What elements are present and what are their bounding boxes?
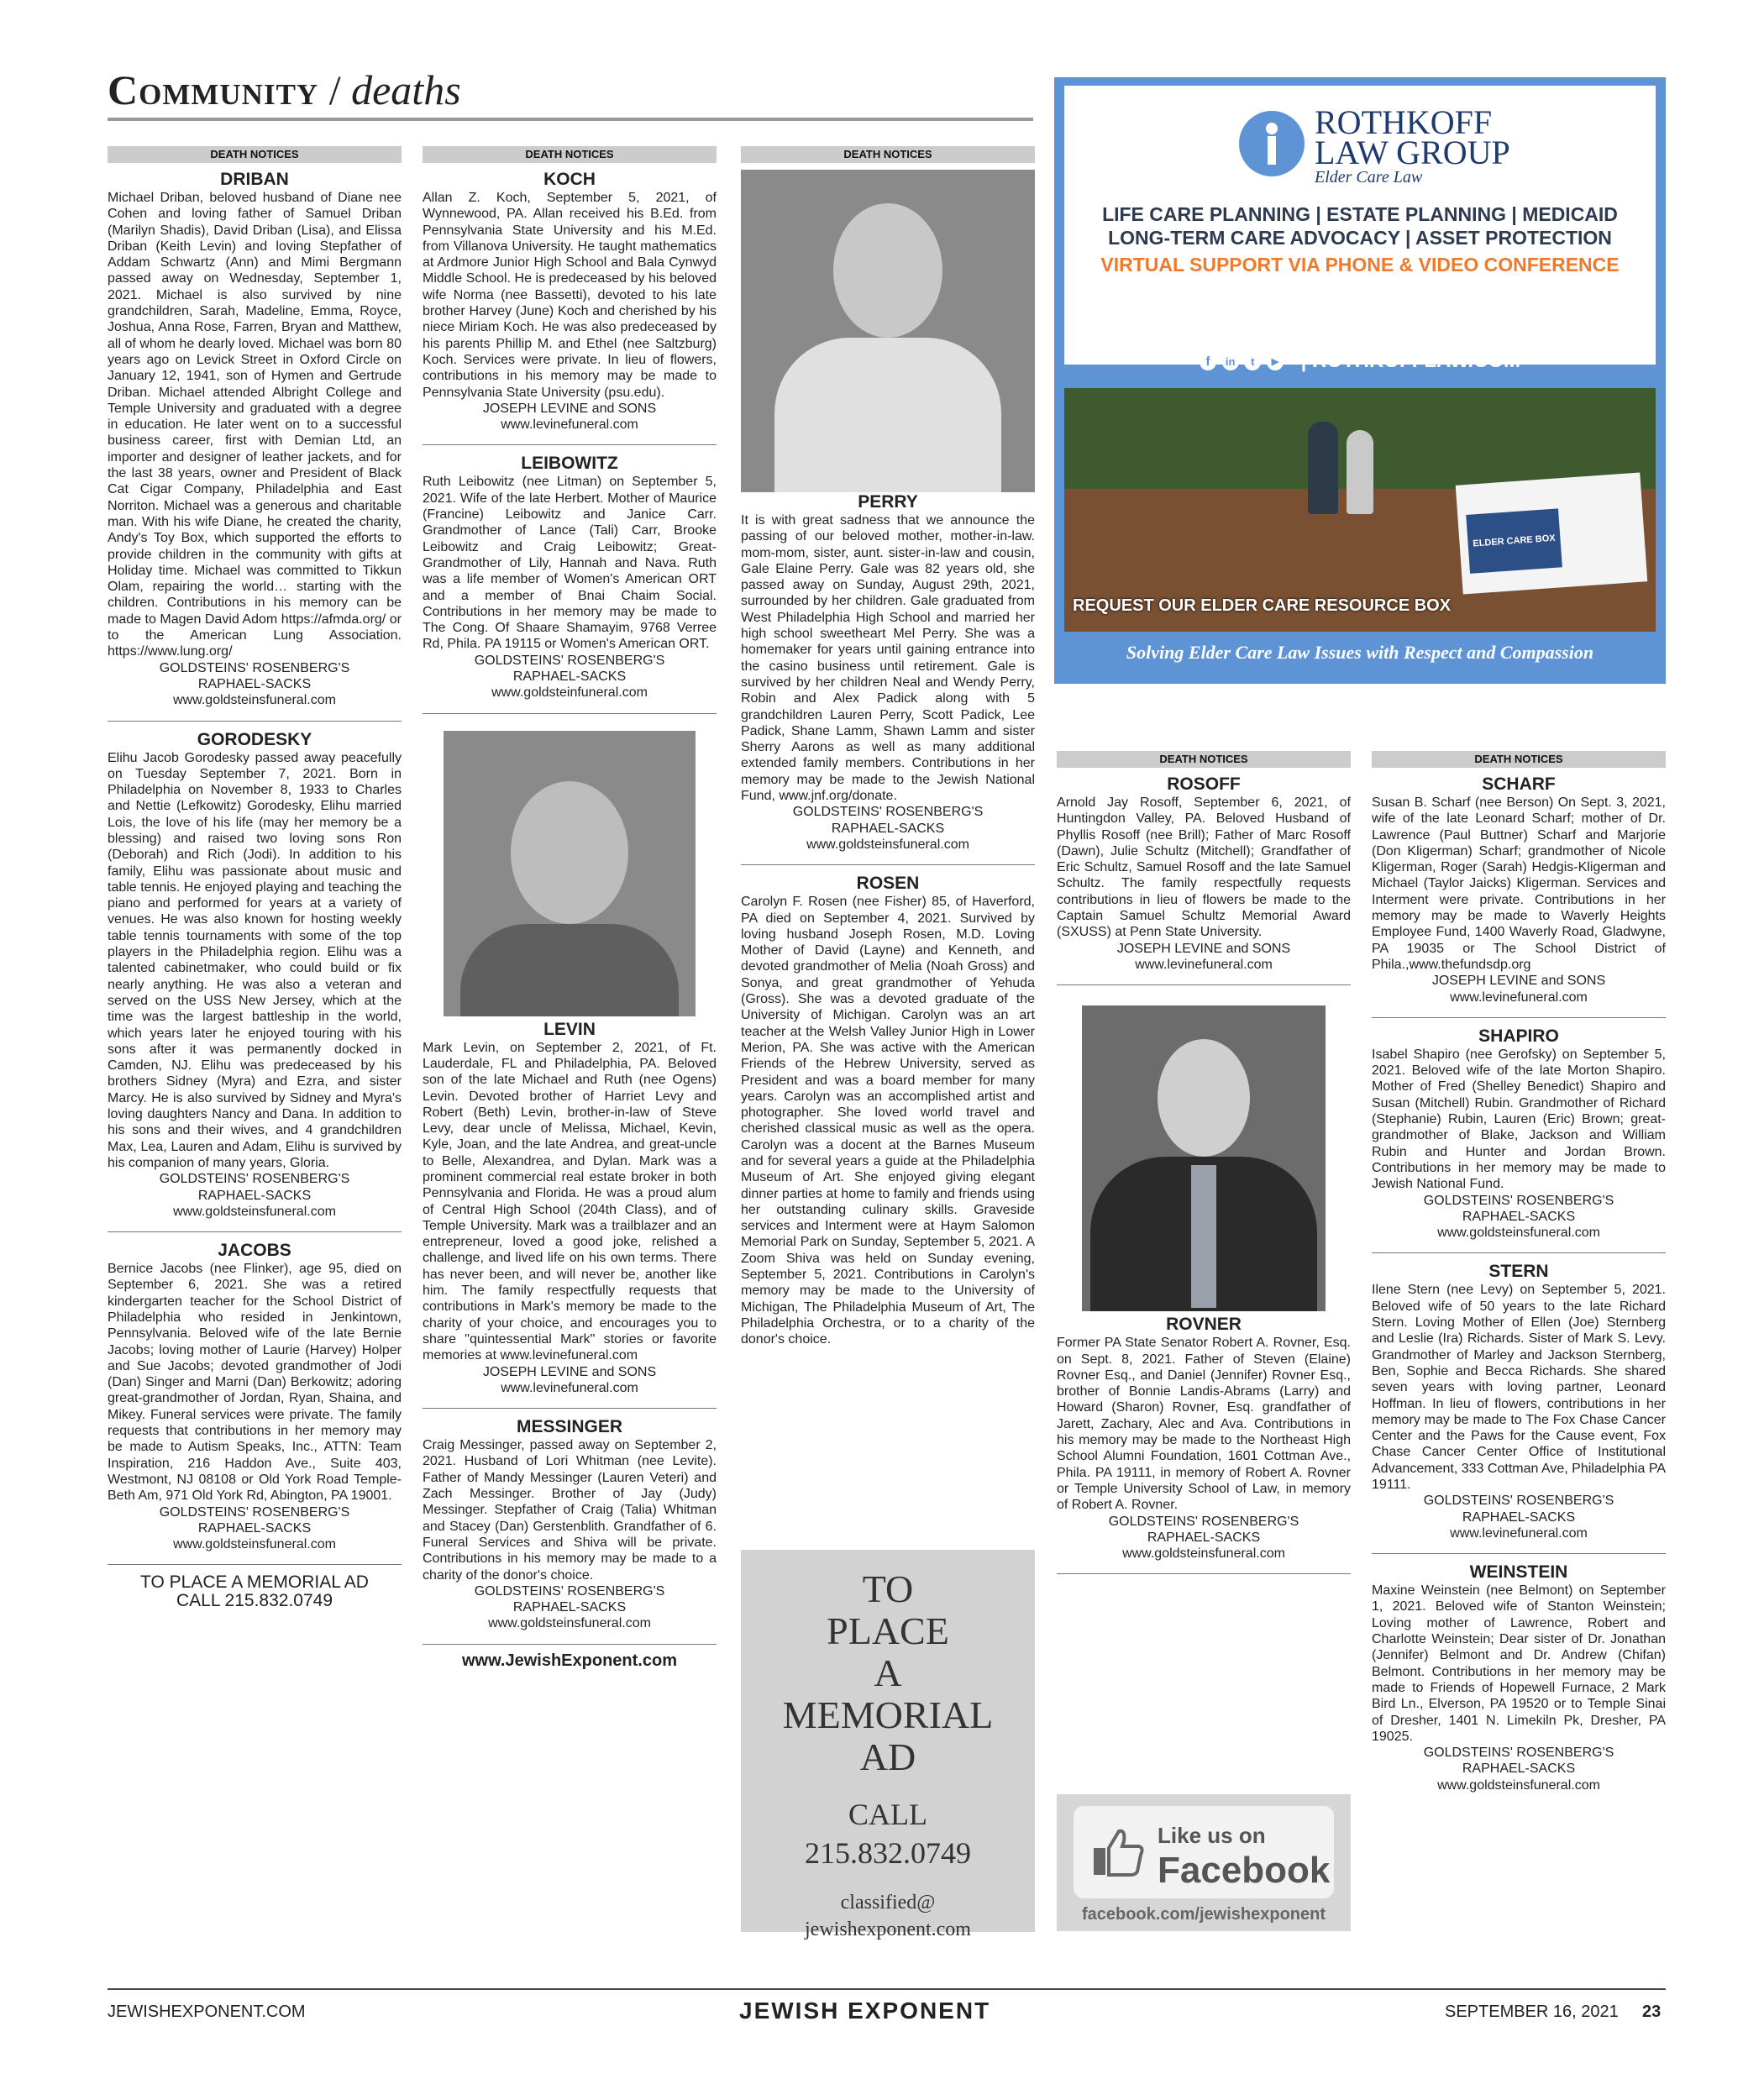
portrait-photo-rovner — [1082, 1005, 1326, 1311]
ad-website[interactable]: | ROTHKOFFLAW.COM — [1300, 349, 1521, 372]
person-shape — [1347, 430, 1373, 514]
ad-bridge-photo — [1064, 388, 1656, 632]
funeral-home-link[interactable]: www.goldsteinsfuneral.com — [173, 693, 336, 708]
funeral-home-link[interactable]: www.goldsteinsfuneral.com — [173, 1537, 336, 1552]
memorial-ad-call: CALL — [848, 1798, 927, 1831]
notice-name: LEVIN — [543, 1019, 596, 1039]
funeral-home: GOLDSTEINS' ROSENBERG'S — [159, 660, 350, 675]
notice-name: ROVNER — [1166, 1315, 1242, 1335]
top-rule — [108, 118, 1033, 121]
funeral-home: GOLDSTEINS' ROSENBERG'S — [1423, 1494, 1614, 1509]
notice-body: Michael Driban, beloved husband of Diane nee Cohen and loving father of Samuel Driban (Marilyn Shadis), David Driban (Lisa), and Elissa Driban (Keith Levin) and loving Stepfather of Addam Schwartz (Ann) and Mimi Bergmann passed away on Wednesday, September 1, 2021. Michael is also survived by nine grandchildren, Sarah, Madeline, Emma, Royce, Joshua, Anna Rose, Farren, Bryan and Matthew, all of whom he dearly loved. Michael was born 80 years ago on Levick Street in Oxford Circle on January 12, 1941, son of Hymen and Gertrude Driban. Michael attended Albright College and Temple University and graduated with a degree in education. He later went on to a successful business career, first with Demian Ltd, an importer and designer of leather jackets, and for the last 38 years, owner and President of Black Cat Cigar Company, Philadelphia and East Norriton. Michael was a generous and charitable man. With his wife Diane, he created the charity, Andy's Toy Box, which supported the efforts to provide children in the community with gifts at Holiday time. Michael was committed to Tikkun Olam, repairing the world… starting with the children. Contributions in his memory can be made to Magen David Adom https://afmda.org/ or to the American Lung Association. https://www.lung.org/ — [108, 191, 402, 659]
divider — [1057, 1573, 1351, 1574]
funeral-home: GOLDSTEINS' ROSENBERG'S — [1423, 1746, 1614, 1761]
funeral-home: RAPHAEL-SACKS — [1462, 1509, 1576, 1525]
face-shape — [833, 203, 942, 338]
ad-tagline: Solving Elder Care Law Issues with Respect and Compassion — [1126, 642, 1594, 663]
memorial-ad-box — [741, 1550, 1035, 1940]
face-shape — [511, 781, 628, 924]
funeral-home: GOLDSTEINS' ROSENBERG'S — [159, 1504, 350, 1520]
footer-publication: JEWISH EXPONENT — [739, 1998, 991, 2024]
ad-services-line2: LONG-TERM CARE ADVOCACY | ASSET PROTECTION — [1108, 227, 1612, 249]
rothkoff-ad[interactable] — [1054, 77, 1666, 684]
section-title: Community / deaths — [108, 66, 461, 113]
death-notices-label: DEATH NOTICES — [423, 146, 717, 163]
firm-name-line2: LAW GROUP — [1315, 134, 1510, 171]
notice-name: MESSINGER — [516, 1417, 623, 1437]
divider — [1057, 984, 1351, 985]
funeral-home-link[interactable]: www.goldsteinsfuneral.com — [1437, 1226, 1600, 1241]
notice-body: Ilene Stern (nee Levy) on September 5, 2021. Beloved wife of 50 years to the late Richard Stern. Loving Mother of Ellen (Joe) Sternberg and Leslie (Ira) Richards. Sister of Mark S. Levy. Grandmother of Marley and Jackson Sternberg, Ben, Sophie and Becca Richards. She shared seven years with loving partner, Leonard Hoffman. In lieu of flowers, contributions in her memory may be made to The Fox Chase Cancer Center and the Paws for the Cause event, Fox Chase Cancer Center Office of Institutional Advancement, 333 Cottman Ave, Philadelphia PA 19111. — [1372, 1283, 1666, 1492]
notice-name: GORODESKY — [197, 729, 312, 749]
notice-body: Elihu Jacob Gorodesky passed away peacefully on Tuesday September 7, 2021. Born in Philadelphia on November 8, 1933 to Charles and Nettie (Lefkowitz) Gorodesky, Elihu married Lois, the love of his life (may her memory be a blessing) and raised two loving sons Ron (Deborah) and Rich (Jodi). In addition to his family, Elihu was passionate about music and table tennis. He enjoyed playing and teaching the piano and performed for years at a variety of venues. He was also known for hosting weekly table tennis tournaments with some of the top players in the Philadelphia region. Elihu was a talented cabinetmaker, who could build or fix nearly anything. He was also a veteran and served on the USS New Jersey, which at the time was the largest battleship in the world, which years later he enjoyed touring with his sons after it was permanently docked in Camden, NJ. Elihu was predeceased by his brothers Sidney (Myra) and Ezra, and sister Marcy. He is also survived by Sidney and Myra's loving daughters Nancy and Dana. In addition to his sons and their wives, and 4 grandchildren Max, Lea, Lauren and Adam, Elihu is survived by his companion of many years, Gloria. — [108, 750, 402, 1170]
ad-services-line1: LIFE CARE PLANNING | ESTATE PLANNING | MEDICAID — [1102, 203, 1618, 225]
funeral-home-link[interactable]: www.goldsteinsfuneral.com — [488, 1616, 651, 1631]
death-notices-label: DEATH NOTICES — [108, 146, 402, 163]
funeral-home: JOSEPH LEVINE and SONS — [1116, 941, 1291, 956]
ad-social-row — [1054, 349, 1666, 373]
notice-body: Mark Levin, on September 2, 2021, of Ft. Lauderdale, FL and Philadelphia, PA. Beloved son of the late Michael and Ruth (nee Ogens) Levin. Devoted brother of Harriet Levy and Robert (Beth) Levin, brother-in-law of Steve Levy, dear uncle of Melissa, Michael, Kevin, Kyle, Joan, and the late Andrea, and great-uncle to Belle, Alexandrea, and Dylan. Mark was a prominent commercial real estate broker in both Pennsylvania and Florida. He was a proud alum of Central High School (204th Class), and of Temple University. Mark was a trailblazer and an entrepreneur, loved a good joke, relished a challenge, and lived life on his own terms. There has never been, and will never be, another like him. The family respectfully requests that contributions in Mark's memory be made to the charity of your choice, and encourages you to share "quintessential Mark" stories or favorite memories at www.levinefuneral.com — [423, 1040, 717, 1363]
notice-name: ROSEN — [856, 874, 920, 894]
funeral-home: JOSEPH LEVINE and SONS — [1431, 974, 1606, 989]
column-5 — [1372, 751, 1666, 1986]
notice-name: WEINSTEIN — [1469, 1562, 1568, 1583]
funeral-home: RAPHAEL-SACKS — [1462, 1761, 1576, 1777]
funeral-home-link[interactable]: www.levinefuneral.com — [1135, 957, 1273, 972]
notice-name: PERRY — [858, 492, 918, 512]
funeral-home-link[interactable]: www.levinefuneral.com — [501, 417, 638, 433]
funeral-home: JOSEPH LEVINE and SONS — [482, 1364, 657, 1379]
memorial-ad-notice: TO PLACE A MEMORIAL AD — [140, 1572, 369, 1593]
funeral-home: GOLDSTEINS' ROSENBERG'S — [792, 805, 984, 820]
twitter-icon[interactable]: t — [1244, 354, 1261, 370]
notice-body: Former PA State Senator Robert A. Rovner, Esq. on Sept. 8, 2021. Father of Steven (Elaine) Rovner Esq., and Daniel (Jennifer) Rovner Esq., brother of Bonnie Landis-Abrams (Larry) and Howard (Sharon) Rovner, Esq. grandfather of Jarett, Zachary, Alec and Ava. Contributions in his memory may be made to the Northeast High School Alumni Foundation, 1601 Cottman Ave., Phila. PA 19111, in memory of Robert A. Rovner or Temple University School of Law, in memory of Robert A. Rovner. — [1057, 1336, 1351, 1513]
memorial-ad-line: MEMORIAL — [782, 1693, 994, 1736]
notice-body: Bernice Jacobs (nee Flinker), age 95, died on September 6, 2021. She was a retired kindergarten teacher for the School District of Philadelphia who resided in Jenkintown, Pennsylvania. Beloved wife of the late Bernie Jacobs; loving mother of Laurie (Harvey) Holper and Sue Jacobs; devoted grandmother of Jodi (Dan) Singer and Marni (Dan) Berkowitz; adoring great-grandmother of Jordan, Ryan, Shaina, and Mikey. Funeral services were private. The family requests that contributions in her memory may be made to Autism Speaks, Inc., ATTN: Team Inspiration, 216 Haddon Ave., Suite 403, Westmont, NJ 08108 or Old York Road Temple- Beth Am, 971 Old York Rd, Abington, PA 19001. — [108, 1262, 402, 1504]
notice-body: It is with great sadness that we announce the passing of our beloved mother, mother-in-law. mom-mom, sister, aunt. sister-in-law and cousin, Gale Elaine Perry. Gale was 82 years old, she passed away on Sunday, August 29th, 2021, surrounded by her children. Gale graduated from West Philadelphia High School and married her high school sweetheart Mel Perry. She was a homemaker for years until gaining entrance into the casino business until retirement. Gale is survived by her children Neal and Wendy Perry, Robin and Alex Padick along with 5 grandchildren Lauren Perry, Scott Padick, Lee Padick, Shane Lamm, Shawn Lamm and sister Sherry Aarons as well as many additional extended family members. Contributions in her memory may be made to the Jewish National Fund, www.jnf.org/donate. — [741, 513, 1035, 804]
face-shape — [1158, 1039, 1250, 1157]
notice-name: LEIBOWITZ — [521, 454, 618, 474]
website-link[interactable]: www.JewishExponent.com — [462, 1651, 677, 1670]
notice-body: Isabel Shapiro (nee Gerofsky) on September 5, 2021. Beloved wife of the late Morton Shapiro. Mother of Fred (Shelley Benedict) Shapiro and Susan (Mitchell) Rubin. Grandmother of Richard (Stephanie) Rubin, Lauren (Eric) Brown; great-grandmother of Blake, Jackson and William Rubin and Hunter and Jordan Brown. Contributions in her memory may be made to Jewish National Fund. — [1372, 1047, 1666, 1192]
firm-name-line1: ROTHKOFF — [1315, 103, 1493, 141]
ad-phone-nj[interactable]: (856) 616-2923 • NEW JERSEY — [1216, 297, 1504, 320]
divider — [108, 1231, 402, 1232]
facebook-promo[interactable] — [1057, 1794, 1351, 1931]
funeral-home: RAPHAEL-SACKS — [512, 1600, 627, 1615]
funeral-home-link[interactable]: www.levinefuneral.com — [1450, 990, 1588, 1005]
ad-phone-pa[interactable]: (215) 546-5800 • PENNSYLVANIA — [1205, 323, 1515, 345]
notice-name: STERN — [1488, 1262, 1549, 1282]
funeral-home: GOLDSTEINS' ROSENBERG'S — [1108, 1514, 1299, 1529]
memorial-ad-phone[interactable]: 215.832.0749 — [805, 1836, 971, 1870]
blouse-shape — [774, 338, 1001, 492]
memorial-ad-line: TO — [862, 1567, 914, 1610]
notice-body: Allan Z. Koch, September 5, 2021, of Wynnewood, PA. Allan received his B.Ed. from Pennsylvania State University and his M.Ed. from Villanova University. He taught mathematics at Ardmore Junior High School and Bala Cynwyd Middle School. He is predeceased by his beloved wife Norma (nee Bassetti), devoted to his late brother Harvey (June) Koch and cherished by his niece Miriam Koch. He was also predeceased by his parents Phillip M. and Ethel (nee Saltzburg) Koch. Services were private. In lieu of flowers, contributions in his memory may be made to Pennsylvania State University (psu.edu). — [423, 191, 717, 400]
funeral-home: RAPHAEL-SACKS — [1147, 1530, 1261, 1545]
notice-body: Susan B. Scharf (nee Berson) On Sept. 3, 2021, wife of the late Leonard Scharf; mother of Dr. Lawrence (Paul Buttner) Scharf and Marjorie (Don Kligerman) Scharf; grandmother of Nicole Kligerman, Roger (Sarah) Hedgis-Kligerman and Michael (Taylor Jaicks) Kligerman. Services and Interment were private. Contributions in her memory may be made to Waverly Heights Employee Fund, 1400 Waverly Road, Gladwyne, PA 19035 or The School District of Phila.,www.thefundsdp.org — [1372, 795, 1666, 972]
portrait-photo-levin — [444, 731, 696, 1016]
funeral-home-link[interactable]: www.levinefuneral.com — [1450, 1525, 1588, 1541]
footer-rule — [108, 1988, 1666, 1990]
ad-virtual-support: VIRTUAL SUPPORT VIA PHONE & VIDEO CONFERENCE — [1100, 254, 1620, 276]
column-3 — [741, 146, 1035, 1541]
section-sub: deaths — [351, 66, 461, 113]
death-notices-label: DEATH NOTICES — [1372, 751, 1666, 768]
column-2 — [423, 146, 717, 1986]
divider — [1372, 1017, 1666, 1018]
facebook-like-text: Like us on — [1158, 1823, 1266, 1848]
funeral-home: GOLDSTEINS' ROSENBERG'S — [159, 1172, 350, 1187]
ad-firm-name — [1315, 103, 1510, 186]
funeral-home-link[interactable]: www.levinefuneral.com — [501, 1380, 638, 1395]
divider — [108, 1564, 402, 1565]
facebook-button[interactable] — [1074, 1806, 1334, 1898]
memorial-ad-line: AD — [859, 1735, 916, 1778]
notice-name: SHAPIRO — [1478, 1026, 1559, 1046]
divider — [423, 713, 717, 714]
notice-name: SCHARF — [1482, 774, 1556, 794]
notice-name: ROSOFF — [1167, 774, 1241, 794]
linkedin-icon[interactable]: in — [1222, 354, 1239, 370]
notice-body: Maxine Weinstein (nee Belmont) on September 1, 2021. Beloved wife of Stanton Weinstein; Loving mother of Lawrence, Robert and Charlotte Weinstein; Dear sister of Dr. Jonathan (Jennifer) Belmont and Dr. Andrew (Chifan) Belmont. Contributions in her memory may be made to Friends of Hopewell Furnace, 2 Mark Bird Ln., Elverson, PA 19520 or to Temple Sinai of Dresher, 1401 N. Limekiln Pk, Dresher, PA 19025. — [1372, 1583, 1666, 1744]
thumbs-up-icon — [1089, 1823, 1147, 1882]
funeral-home: RAPHAEL-SACKS — [197, 1520, 312, 1536]
footer-date: SEPTEMBER 16, 2021 — [1445, 2003, 1619, 2021]
person-shape — [1308, 422, 1338, 514]
divider — [108, 721, 402, 722]
funeral-home: RAPHAEL-SACKS — [1462, 1209, 1576, 1224]
rothkoff-logo-icon — [1239, 111, 1305, 176]
funeral-home: RAPHAEL-SACKS — [197, 676, 312, 691]
funeral-home: RAPHAEL-SACKS — [831, 821, 945, 836]
funeral-home-link[interactable]: www.goldsteinsfuneral.com — [1122, 1546, 1285, 1562]
memorial-ad-line: A — [874, 1651, 902, 1694]
funeral-home: GOLDSTEINS' ROSENBERG'S — [474, 1583, 665, 1599]
shoulders-shape — [460, 924, 679, 1016]
notice-body: Craig Messinger, passed away on September 2, 2021. Husband of Lori Whitman (nee Levite). Father of Mandy Messinger (Lauren Veteri) and Zach Messinger. Brother of Jay (Judy) Messinger. Stepfather of Craig (Talia) Whitman and Stacey (Dan) Gerstenblith. Grandfather of 6. Funeral Services and Shiva will be private. Contributions in his memory may be made to a charity of the donor's choice. — [423, 1438, 717, 1583]
facebook-brand: Facebook — [1158, 1850, 1331, 1891]
divider — [423, 1644, 717, 1645]
column-4 — [1057, 751, 1351, 1784]
memorial-ad-email-domain[interactable]: jewishexponent.com — [805, 1919, 971, 1940]
notice-name: JACOBS — [218, 1241, 291, 1261]
funeral-home: RAPHAEL-SACKS — [512, 669, 627, 685]
divider — [741, 864, 1035, 865]
column-1 — [108, 146, 402, 1986]
funeral-home: GOLDSTEINS' ROSENBERG'S — [474, 653, 665, 668]
tie-shape — [1191, 1165, 1216, 1308]
divider — [423, 1408, 717, 1409]
youtube-icon[interactable]: ▶ — [1267, 354, 1284, 370]
notice-body: Arnold Jay Rosoff, September 6, 2021, of Huntingdon Valley, PA. Beloved Husband of Phyllis Rosoff (nee Brill); Father of Marc Rosoff (Dawn), Julie Schultz (Mitchell); Grandfather of Eric Schultz, Samuel Rosoff and the late Samuel Schultz. The family respectfully requests contributions in lieu of flowers be made to the Captain Samuel Schultz Memorial Award (SXUSS) at Penn State University. — [1057, 795, 1351, 940]
death-notices-label: DEATH NOTICES — [741, 146, 1035, 163]
page-number: 23 — [1642, 2003, 1662, 2021]
death-notices-label: DEATH NOTICES — [1057, 751, 1351, 768]
section-main: Community — [108, 66, 319, 113]
funeral-home: GOLDSTEINS' ROSENBERG'S — [1423, 1193, 1614, 1208]
elder-care-box-image — [1456, 472, 1648, 594]
funeral-home: JOSEPH LEVINE and SONS — [482, 401, 657, 416]
notice-body: Ruth Leibowitz (nee Litman) on September 5, 2021. Wife of the late Herbert. Mother of Maurice (Francine) Leibowitz and Janice Carr. Grandmother of Lance (Tali) Carr, Brooke Leibowitz and Craig Leibowitz; Great-Grandmother of Lily, Hannah and Nava. Ruth was a life member of Women's American ORT and a member of Bnai Chaim Social. Contributions in her memory may be made to The Cong. Of Shaare Shamayim, 9768 Verree Rd, Phila. PA 19115 or Women's American ORT. — [423, 475, 717, 652]
memorial-ad-email[interactable]: classified@ — [840, 1892, 936, 1914]
notice-name: DRIBAN — [220, 170, 289, 189]
divider — [1372, 1252, 1666, 1253]
notice-body: Carolyn F. Rosen (nee Fisher) 85, of Haverford, PA died on September 4, 2021. Survived by loving husband Joseph Rosen, M.D. Loving Mother of David (Layne) and Kenneth, and devoted grandmother of Melia (Noah Gross) and Sonya, and great grandmother of Yehuda (Gross). She was a devoted graduate of the University of Michigan. Carolyn was an art teacher at the Welsh Valley Junior High in Lower Merion, PA. She was active with the American Friends of the Hebrew University, served as President and was a board member for many years. Carolyn was an accomplished artist and photographer. She loved world travel and cherished classical music as well as the opera. Carolyn was a docent at the Barnes Museum and for several years a guide at the Philadelphia Museum of Art. She enjoyed giving elegant dinner parties at home to family and friends using her outstanding culinary skills. Graveside services and Interment were at Haym Salomon Memorial Park on Sunday, September 5, 2021. A Zoom Shiva was held on Sunday evening, September 5, 2021. Contributions in Carolyn's memory may be made to the University of Michigan, The Philadelphia Museum of Art, The Philadelphia Orchestra, or to a charity of the donor's choice. — [741, 895, 1035, 1347]
funeral-home-link[interactable]: www.goldsteinsfuneral.com — [173, 1204, 336, 1219]
memorial-ad-line: PLACE — [827, 1609, 949, 1652]
ad-resource-banner[interactable]: REQUEST OUR ELDER CARE RESOURCE BOX — [1073, 596, 1452, 615]
portrait-photo-perry — [741, 170, 1035, 492]
firm-subtitle: Elder Care Law — [1315, 168, 1423, 186]
facebook-url[interactable]: facebook.com/jewishexponent — [1081, 1905, 1326, 1924]
funeral-home-link[interactable]: www.goldsteinfuneral.com — [491, 685, 648, 701]
funeral-home: RAPHAEL-SACKS — [197, 1188, 312, 1203]
divider — [1372, 1553, 1666, 1554]
facebook-icon[interactable]: f — [1200, 354, 1216, 370]
elder-care-box-label: ELDER CARE BOX — [1466, 508, 1562, 574]
funeral-home-link[interactable]: www.goldsteinsfuneral.com — [806, 837, 969, 852]
funeral-home-link[interactable]: www.goldsteinsfuneral.com — [1437, 1777, 1600, 1793]
divider — [423, 444, 717, 445]
memorial-ad-phone: CALL 215.832.0749 — [176, 1591, 333, 1611]
footer-website[interactable]: JEWISHEXPONENT.COM — [108, 2003, 306, 2021]
notice-name: KOCH — [543, 170, 596, 189]
